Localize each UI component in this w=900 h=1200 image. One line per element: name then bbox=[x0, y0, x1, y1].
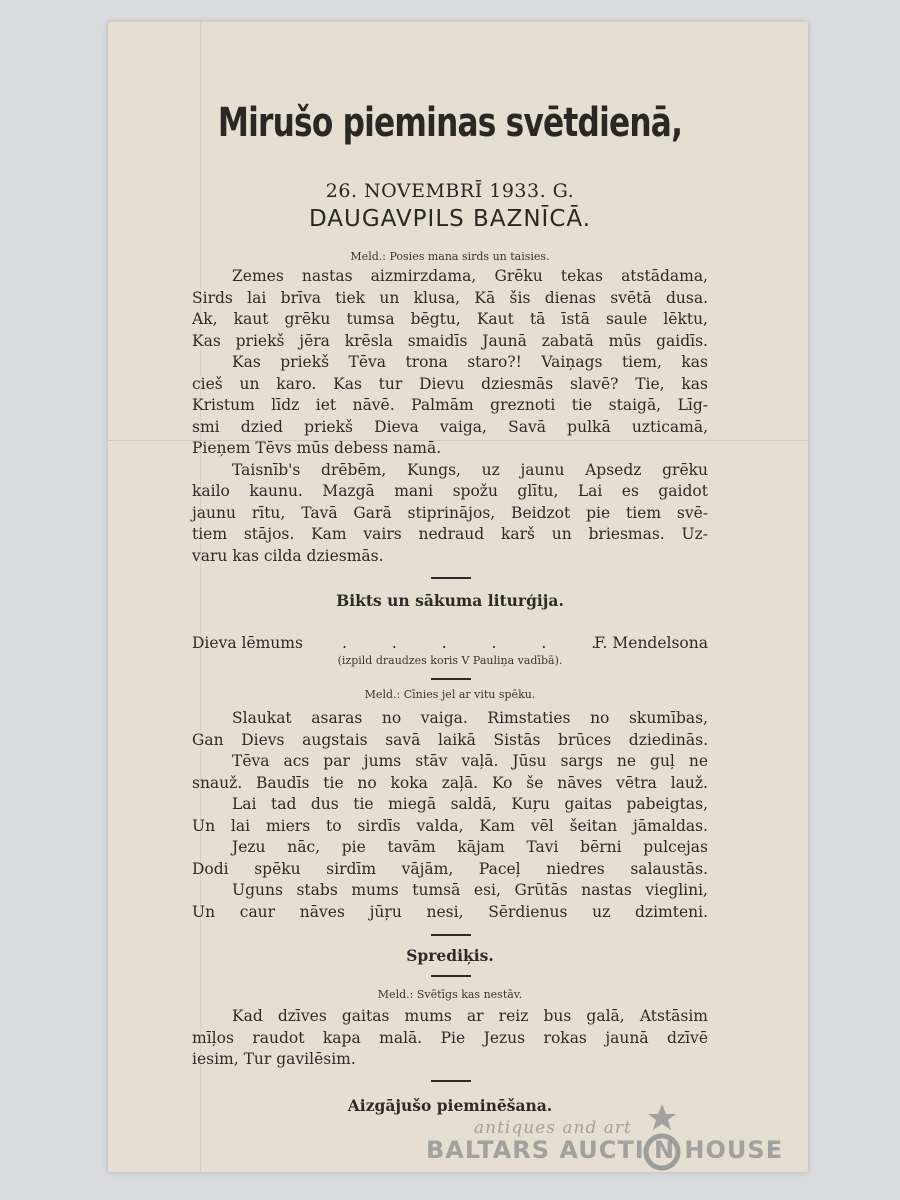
verse-line: snauž. Baudīs tie no koka zaļā. Ko še nāves vētra lauž. bbox=[192, 773, 708, 792]
verse-line: Un lai miers to sirdīs valda, Kam vēl šeitan jāmaldas. bbox=[192, 816, 708, 835]
verse-line: Ak, kaut grēku tumsa bēgtu, Kaut tā īstā saule lēktu, bbox=[192, 310, 708, 328]
verse-line: Un caur nāves jūŗu nesi, Sērdienus uz dzimteni. bbox=[192, 902, 708, 921]
verse-line: cieš un karo. Kas tur Dievu dziesmās slavē? Tie, kas bbox=[192, 374, 708, 393]
piece-title: Dieva lēmums bbox=[192, 634, 303, 652]
verse-line: Taisnīb's drēbēm, Kungs, uz jaunu Apsedz grēku bbox=[232, 460, 708, 479]
hymn3-melody: Meld.: Svētīgs kas nestāv. bbox=[377, 988, 523, 1001]
verse-line: varu kas cilda dziesmās. bbox=[192, 546, 384, 565]
bell-logo-icon bbox=[640, 1102, 684, 1172]
verse-line: kailo kaunu. Mazgā mani spožu glītu, Lai es gaidot bbox=[192, 482, 708, 500]
verse-line: jaunu rītu, Tavā Garā stiprinājos, Beidzot pie tiem svē- bbox=[192, 503, 708, 522]
verse-line: tiem stājos. Kam vairs nedraud karš un briesmas. Uz- bbox=[192, 525, 708, 543]
watermark-title: BALTARS AUCTI N HOUSE bbox=[426, 1136, 784, 1164]
section-divider bbox=[431, 934, 471, 936]
verse-line: Kristum līdz iet nāvē. Palmām greznoti tie staigā, Līg- bbox=[192, 396, 708, 414]
verse-line: Pieņem Tēvs mūs debess namā. bbox=[192, 439, 442, 457]
hymn1-text bbox=[192, 266, 708, 567]
section-divider bbox=[431, 577, 471, 579]
verse-line: Dodi spēku sirdīm vājām, Paceļ niedres salaustās. bbox=[192, 859, 708, 878]
document-title: Mirušo pieminas svētdienā, bbox=[217, 100, 683, 146]
verse-line: Kad dzīves gaitas mums ar reiz bus galā, Atstāsim bbox=[232, 1007, 708, 1025]
document-date: 26. NOVEMBRĪ 1933. G. bbox=[325, 180, 575, 202]
piece-leader-dots: . . . . . . bbox=[342, 634, 617, 652]
hymn1-melody: Meld.: Posies mana sirds un taisies. bbox=[350, 250, 550, 263]
verse-line: Gan Dievs augstais savā laikā Sistās brūces dziedinās. bbox=[192, 730, 708, 749]
piece-composer: F. Mendelsona bbox=[594, 634, 708, 652]
section-divider bbox=[431, 678, 471, 680]
verse-line: smi dzied priekš Dieva vaiga, Savā pulkā uzticamā, bbox=[192, 417, 708, 436]
verse-line: Uguns stabs mums tumsā esi, Grūtās nastas vieglini, bbox=[232, 881, 708, 899]
verse-line: iesim, Tur gavilēsim. bbox=[192, 1050, 356, 1068]
verse-line: Tēva acs par jums stāv vaļā. Jūsu sargs ne guļ ne bbox=[232, 752, 708, 770]
verse-line: Slaukat asaras no vaiga. Rimstaties no skumības, bbox=[232, 709, 708, 727]
verse-line: Jezu nāc, pie tavām kājam Tavi bērni pulcejas bbox=[232, 838, 708, 856]
verse-line: Zemes nastas aizmirzdama, Grēku tekas atstādama, bbox=[232, 267, 708, 285]
section-heading-sermon: Sprediķis. bbox=[406, 946, 494, 965]
hymn3-text bbox=[192, 1006, 708, 1071]
section-divider bbox=[431, 1080, 471, 1082]
verse-line: mīļos raudot kapa malā. Pie Jezus rokas jaunā dzīvē bbox=[192, 1028, 708, 1047]
hymn2-text bbox=[192, 708, 708, 923]
verse-line: Lai tad dus tie miegā saldā, Kuŗu gaitas pabeigtas, bbox=[232, 795, 708, 813]
verse-line: Kas priekš Tēva trona staro?! Vaiņags tiem, kas bbox=[232, 353, 708, 371]
section-heading-remembrance: Aizgājušo pieminēšana. bbox=[347, 1096, 553, 1115]
section-heading-confession: Bikts un sākuma liturģija. bbox=[336, 591, 564, 610]
verse-line: Sirds lai brīva tiek un klusa, Kā šis dienas svētā dusa. bbox=[192, 288, 708, 307]
watermark-tagline: antiques and art bbox=[474, 1118, 632, 1138]
performed-by-note: (izpild draudzes koris V Pauliņa vadībā). bbox=[337, 654, 563, 667]
document-church: DAUGAVPILS BAZNĪCĀ. bbox=[308, 206, 592, 232]
verse-line: Kas priekš jēra krēsla smaidīs Jaunā zabatā mūs gaidīs. bbox=[192, 331, 708, 350]
hymn2-melody: Meld.: Cīnies jel ar vitu spēku. bbox=[364, 688, 536, 701]
section-divider bbox=[431, 975, 471, 977]
